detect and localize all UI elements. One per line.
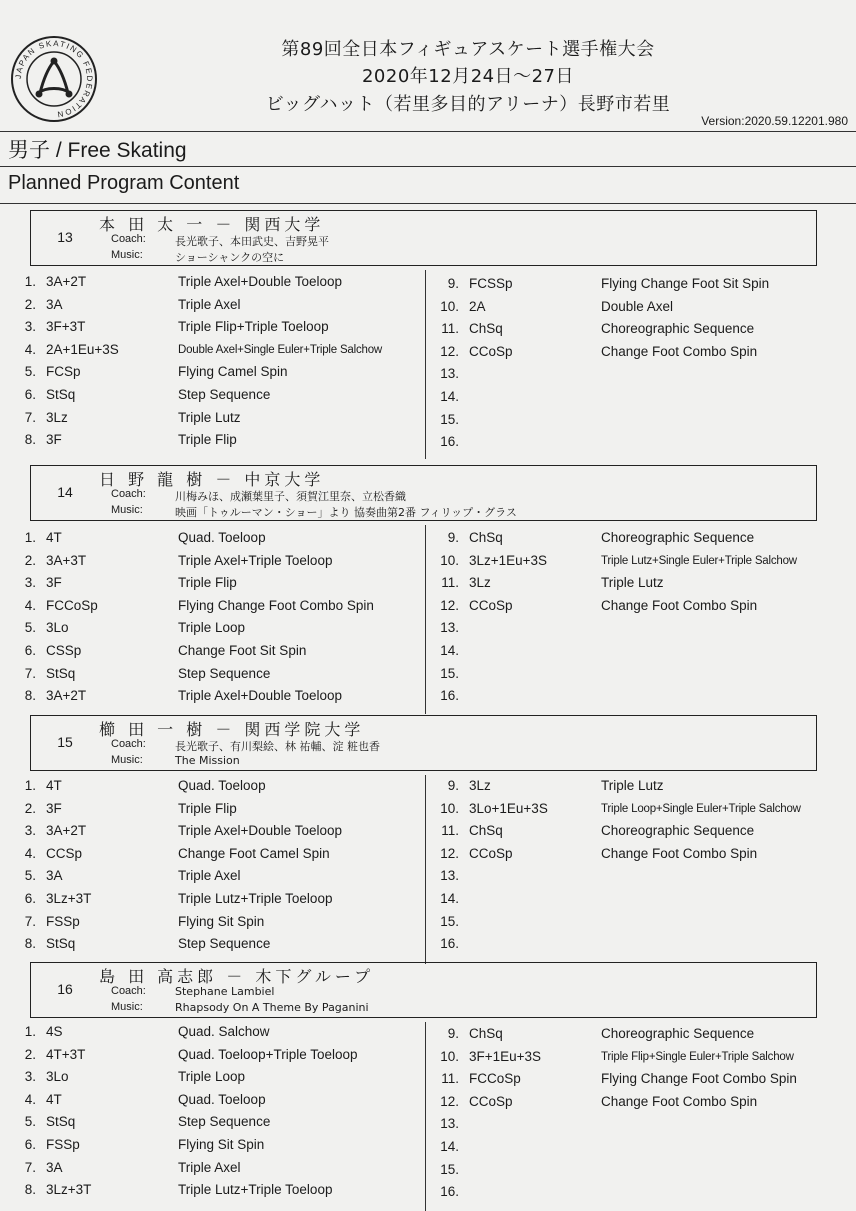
- element-number: 14.: [440, 891, 459, 906]
- element-code: 3Lz+1Eu+3S: [469, 552, 548, 568]
- element-code: 3Lo+1Eu+3S: [469, 800, 548, 816]
- element-code: CSSp: [46, 643, 82, 658]
- element-row: [435, 598, 835, 620]
- element-row: [435, 846, 835, 868]
- element-code: FCCoSp: [469, 1071, 521, 1087]
- element-code: CCoSp: [469, 1093, 513, 1109]
- element-row: [435, 823, 835, 845]
- element-number: 5.: [24, 1114, 36, 1130]
- element-description: Flying Change Foot Combo Spin: [601, 1071, 797, 1087]
- column-divider: [425, 270, 427, 459]
- element-row: [435, 620, 835, 642]
- element-code: 3A: [46, 868, 63, 884]
- element-code: 2A+1Eu+3S: [46, 341, 119, 357]
- element-number: 16.: [440, 936, 459, 952]
- divider: [0, 203, 856, 204]
- element-number: 15.: [440, 1161, 459, 1177]
- element-row: [12, 274, 412, 296]
- element-number: 14.: [440, 1139, 459, 1154]
- element-description: Triple Flip: [178, 800, 237, 816]
- element-row: [12, 1114, 412, 1136]
- element-number: 12.: [440, 343, 459, 359]
- element-description: Triple Flip: [178, 432, 237, 448]
- element-description: Triple Lutz+Triple Toeloop: [178, 891, 333, 906]
- element-number: 3.: [24, 575, 36, 591]
- element-description: Triple Lutz+Single Euler+Triple Salchow: [601, 554, 797, 567]
- element-row: [12, 643, 412, 665]
- element-row: [435, 666, 835, 688]
- element-description: Choreographic Sequence: [601, 1026, 755, 1041]
- coach-names: 長光歌子、本田武史、吉野晃平: [175, 235, 329, 248]
- element-description: Triple Axel: [178, 296, 241, 312]
- coach-label: Coach:: [111, 233, 146, 245]
- element-number: 11.: [441, 321, 459, 337]
- element-row: [435, 1162, 835, 1184]
- element-description: Triple Axel: [178, 1159, 241, 1175]
- element-description: Change Foot Combo Spin: [601, 343, 758, 359]
- element-number: 13.: [440, 620, 459, 636]
- element-number: 11.: [441, 575, 459, 591]
- element-code: FSSp: [46, 913, 80, 929]
- element-description: Triple Lutz+Triple Toeloop: [178, 1182, 333, 1198]
- element-description: Quad. Toeloop: [178, 1091, 266, 1107]
- element-number: 12.: [440, 845, 459, 861]
- element-row: [12, 823, 412, 845]
- element-row: [12, 387, 412, 409]
- element-description: Change Foot Combo Spin: [601, 1093, 758, 1109]
- element-description: Step Sequence: [178, 665, 271, 681]
- element-number: 14.: [440, 389, 459, 404]
- element-row: [12, 1092, 412, 1114]
- element-code: ChSq: [469, 530, 503, 545]
- column-divider: [425, 1022, 427, 1211]
- start-number: 15: [57, 734, 73, 750]
- coach-names: 川梅みほ、成瀬葉里子、須賀江里奈、立松香織: [175, 490, 406, 503]
- element-number: 6.: [24, 643, 36, 658]
- element-code: 3A+2T: [46, 823, 87, 839]
- page-subtitle: Planned Program Content: [8, 172, 240, 194]
- element-number: 2.: [24, 296, 36, 312]
- element-number: 14.: [440, 643, 459, 658]
- element-code: StSq: [46, 665, 76, 681]
- coach-names: 長光歌子、有川梨絵、林 祐輔、淀 粧也香: [175, 740, 380, 753]
- element-number: 16.: [440, 434, 459, 450]
- element-row: [435, 643, 835, 665]
- coach-label: Coach:: [111, 738, 146, 750]
- element-row: [12, 868, 412, 890]
- element-row: [12, 319, 412, 341]
- element-row: [435, 914, 835, 936]
- start-number: 14: [57, 484, 73, 500]
- element-code: 4T: [46, 1091, 62, 1107]
- element-number: 8.: [24, 1182, 36, 1198]
- element-description: Double Axel: [601, 298, 674, 314]
- element-number: 1.: [24, 778, 36, 793]
- element-description: Change Foot Combo Spin: [601, 597, 758, 613]
- skater-info-box: [30, 210, 817, 266]
- element-code: FCSSp: [469, 276, 513, 291]
- element-row: [435, 1094, 835, 1116]
- element-row: [12, 342, 412, 364]
- element-row: [435, 553, 835, 575]
- element-number: 16.: [440, 1184, 459, 1200]
- element-number: 16.: [440, 688, 459, 704]
- element-number: 10.: [440, 298, 459, 314]
- element-number: 4.: [24, 1091, 36, 1107]
- element-number: 6.: [24, 1137, 36, 1152]
- element-number: 7.: [24, 913, 36, 929]
- element-description: Choreographic Sequence: [601, 530, 755, 545]
- element-number: 9.: [447, 276, 459, 291]
- element-number: 5.: [24, 868, 36, 884]
- element-row: [12, 846, 412, 868]
- element-row: [12, 297, 412, 319]
- element-description: Change Foot Sit Spin: [178, 643, 307, 658]
- element-description: Flying Change Foot Combo Spin: [178, 597, 374, 613]
- coach-label: Coach:: [111, 985, 146, 997]
- element-description: Triple Loop: [178, 620, 246, 636]
- music-title: Rhapsody On A Theme By Paganini: [175, 1001, 369, 1014]
- element-row: [435, 1184, 835, 1206]
- element-code: 3F+1Eu+3S: [469, 1048, 542, 1064]
- element-number: 13.: [440, 366, 459, 382]
- element-number: 4.: [24, 341, 36, 357]
- element-code: CCSp: [46, 845, 83, 861]
- skater-name: 日 野 龍 樹 － 中京大学: [99, 470, 325, 489]
- element-row: [435, 412, 835, 434]
- element-code: StSq: [46, 1114, 76, 1130]
- element-number: 2.: [24, 800, 36, 816]
- element-description: Triple Axel+Triple Toeloop: [178, 552, 333, 568]
- element-code: ChSq: [469, 321, 503, 337]
- element-code: 4T+3T: [46, 1046, 86, 1062]
- element-row: [435, 891, 835, 913]
- element-code: 3Lz: [46, 409, 68, 425]
- element-number: 7.: [24, 665, 36, 681]
- element-code: 3F+3T: [46, 319, 86, 335]
- element-code: 4S: [46, 1024, 63, 1039]
- element-description: Quad. Toeloop: [178, 778, 266, 793]
- element-description: Quad. Salchow: [178, 1024, 270, 1039]
- element-row: [435, 1071, 835, 1093]
- element-description: Change Foot Combo Spin: [601, 845, 758, 861]
- event-venue: ビッグハット（若里多目的アリーナ）長野市若里: [265, 94, 671, 115]
- element-row: [12, 410, 412, 432]
- element-number: 15.: [440, 411, 459, 427]
- divider: [0, 166, 856, 167]
- element-description: Choreographic Sequence: [601, 321, 755, 337]
- element-description: Step Sequence: [178, 936, 271, 952]
- element-row: [12, 1137, 412, 1159]
- element-row: [435, 434, 835, 456]
- element-row: [12, 364, 412, 386]
- element-description: Triple Loop: [178, 1069, 246, 1085]
- coach-label: Coach:: [111, 488, 146, 500]
- music-label: Music:: [111, 249, 143, 261]
- element-code: 3Lz+3T: [46, 1182, 92, 1198]
- element-description: Triple Lutz: [601, 575, 664, 591]
- element-code: CCoSp: [469, 597, 513, 613]
- element-description: Change Foot Camel Spin: [178, 845, 330, 861]
- element-code: FCCoSp: [46, 597, 98, 613]
- element-description: Triple Flip+Triple Toeloop: [178, 319, 329, 335]
- element-code: 3A: [46, 296, 63, 312]
- element-code: 3F: [46, 432, 62, 448]
- element-number: 15.: [440, 913, 459, 929]
- column-divider: [425, 525, 427, 714]
- element-code: StSq: [46, 936, 76, 952]
- element-row: [12, 666, 412, 688]
- element-row: [12, 914, 412, 936]
- element-row: [435, 1049, 835, 1071]
- logo-ring-text: JAPAN SKATING FEDERATION: [13, 38, 95, 120]
- element-code: 3A+3T: [46, 552, 87, 568]
- element-code: 4T: [46, 778, 62, 793]
- element-number: 4.: [24, 597, 36, 613]
- element-row: [12, 553, 412, 575]
- element-number: 9.: [447, 778, 459, 793]
- skater-info-box: [30, 715, 817, 771]
- element-number: 2.: [24, 1046, 36, 1062]
- element-code: 3F: [46, 575, 62, 591]
- element-row: [12, 575, 412, 597]
- element-code: FCSp: [46, 364, 81, 380]
- divider: [0, 131, 856, 132]
- element-code: 3A+2T: [46, 274, 87, 289]
- element-code: 3Lz: [469, 778, 491, 793]
- element-description: Choreographic Sequence: [601, 823, 755, 839]
- element-row: [12, 891, 412, 913]
- element-row: [12, 1182, 412, 1204]
- element-code: ChSq: [469, 823, 503, 839]
- element-number: 13.: [440, 1116, 459, 1132]
- element-code: 3A+2T: [46, 688, 87, 704]
- element-number: 3.: [24, 823, 36, 839]
- element-number: 8.: [24, 688, 36, 704]
- music-label: Music:: [111, 754, 143, 766]
- element-number: 8.: [24, 936, 36, 952]
- element-code: 4T: [46, 530, 62, 545]
- element-code: 3F: [46, 800, 62, 816]
- element-description: Triple Axel+Double Toeloop: [178, 274, 342, 289]
- element-number: 9.: [447, 530, 459, 545]
- element-code: StSq: [46, 387, 76, 402]
- start-number: 13: [57, 229, 73, 245]
- element-description: Triple Flip+Single Euler+Triple Salchow: [601, 1050, 794, 1063]
- element-number: 12.: [440, 1093, 459, 1109]
- element-description: Quad. Toeloop: [178, 530, 266, 545]
- element-number: 13.: [440, 868, 459, 884]
- element-description: Triple Loop+Single Euler+Triple Salchow: [601, 802, 801, 815]
- element-number: 1.: [24, 274, 36, 289]
- music-label: Music:: [111, 504, 143, 516]
- element-row: [12, 1024, 412, 1046]
- element-row: [435, 868, 835, 890]
- element-code: 3Lo: [46, 1069, 69, 1085]
- coach-names: Stephane Lambiel: [175, 985, 275, 998]
- element-row: [12, 1047, 412, 1069]
- element-row: [435, 299, 835, 321]
- element-number: 10.: [440, 1048, 459, 1064]
- element-row: [12, 778, 412, 800]
- element-description: Triple Axel: [178, 868, 241, 884]
- element-description: Triple Axel+Double Toeloop: [178, 688, 342, 704]
- element-code: 3Lo: [46, 620, 69, 636]
- element-description: Flying Sit Spin: [178, 913, 265, 929]
- element-row: [435, 389, 835, 411]
- element-description: Flying Camel Spin: [178, 364, 288, 380]
- element-row: [435, 530, 835, 552]
- music-title: The Mission: [175, 754, 240, 767]
- element-code: FSSp: [46, 1137, 80, 1152]
- element-code: 3Lz: [469, 575, 491, 591]
- event-title: 第89回全日本フィギュアスケート選手権大会: [281, 39, 655, 60]
- element-number: 1.: [24, 1024, 36, 1039]
- category-title: 男子 / Free Skating: [8, 139, 187, 162]
- element-row: [12, 1069, 412, 1091]
- element-number: 7.: [24, 1159, 36, 1175]
- element-code: 2A: [469, 298, 486, 314]
- element-code: 3Lz+3T: [46, 891, 92, 906]
- element-row: [12, 620, 412, 642]
- element-description: Double Axel+Single Euler+Triple Salchow: [178, 343, 383, 356]
- version-label: Version:2020.59.12201.980: [701, 114, 848, 128]
- element-row: [12, 801, 412, 823]
- element-row: [12, 1160, 412, 1182]
- element-number: 5.: [24, 620, 36, 636]
- element-number: 10.: [440, 800, 459, 816]
- element-number: 11.: [441, 823, 459, 839]
- element-number: 11.: [441, 1071, 459, 1087]
- element-number: 5.: [24, 364, 36, 380]
- skater-name: 本 田 太 一 － 関西大学: [99, 215, 325, 234]
- skater-info-box: [30, 962, 817, 1018]
- element-row: [12, 432, 412, 454]
- element-number: 12.: [440, 597, 459, 613]
- element-number: 6.: [24, 387, 36, 402]
- element-number: 4.: [24, 845, 36, 861]
- element-description: Triple Lutz: [601, 778, 664, 793]
- element-number: 2.: [24, 552, 36, 568]
- element-code: CCoSp: [469, 845, 513, 861]
- element-row: [435, 344, 835, 366]
- element-number: 8.: [24, 432, 36, 448]
- element-description: Step Sequence: [178, 1114, 271, 1130]
- element-description: Flying Change Foot Sit Spin: [601, 276, 770, 291]
- music-label: Music:: [111, 1001, 143, 1013]
- element-row: [12, 598, 412, 620]
- music-title: ショーシャンクの空に: [175, 251, 285, 264]
- element-row: [435, 1116, 835, 1138]
- element-code: ChSq: [469, 1026, 503, 1041]
- element-row: [435, 1026, 835, 1048]
- element-number: 3.: [24, 319, 36, 335]
- element-row: [12, 530, 412, 552]
- element-row: [435, 688, 835, 710]
- column-divider: [425, 775, 427, 964]
- element-description: Flying Sit Spin: [178, 1137, 265, 1152]
- element-number: 1.: [24, 530, 36, 545]
- element-number: 9.: [447, 1026, 459, 1041]
- element-row: [435, 366, 835, 388]
- element-number: 6.: [24, 891, 36, 906]
- element-code: 3A: [46, 1159, 63, 1175]
- music-title: 映画「トゥルーマン・ショー」より 協奏曲第2番 フィリップ・グラス: [175, 506, 517, 519]
- element-row: [435, 575, 835, 597]
- start-number: 16: [57, 981, 73, 997]
- event-dates: 2020年12月24日～27日: [361, 66, 575, 87]
- element-description: Triple Axel+Double Toeloop: [178, 823, 342, 839]
- skater-name: 櫛 田 一 樹 － 関西学院大学: [99, 720, 365, 739]
- element-description: Triple Lutz: [178, 409, 241, 425]
- element-number: 15.: [440, 665, 459, 681]
- element-row: [435, 276, 835, 298]
- element-number: 10.: [440, 552, 459, 568]
- element-number: 7.: [24, 409, 36, 425]
- element-description: Triple Flip: [178, 575, 237, 591]
- skater-info-box: [30, 465, 817, 521]
- element-row: [12, 688, 412, 710]
- element-description: Quad. Toeloop+Triple Toeloop: [178, 1046, 358, 1062]
- element-code: CCoSp: [469, 343, 513, 359]
- element-number: 3.: [24, 1069, 36, 1085]
- element-row: [435, 778, 835, 800]
- element-row: [12, 936, 412, 958]
- element-row: [435, 321, 835, 343]
- skater-name: 島 田 高志郎 － 木下グループ: [99, 967, 375, 986]
- element-description: Step Sequence: [178, 387, 271, 402]
- element-row: [435, 1139, 835, 1161]
- element-row: [435, 936, 835, 958]
- element-row: [435, 801, 835, 823]
